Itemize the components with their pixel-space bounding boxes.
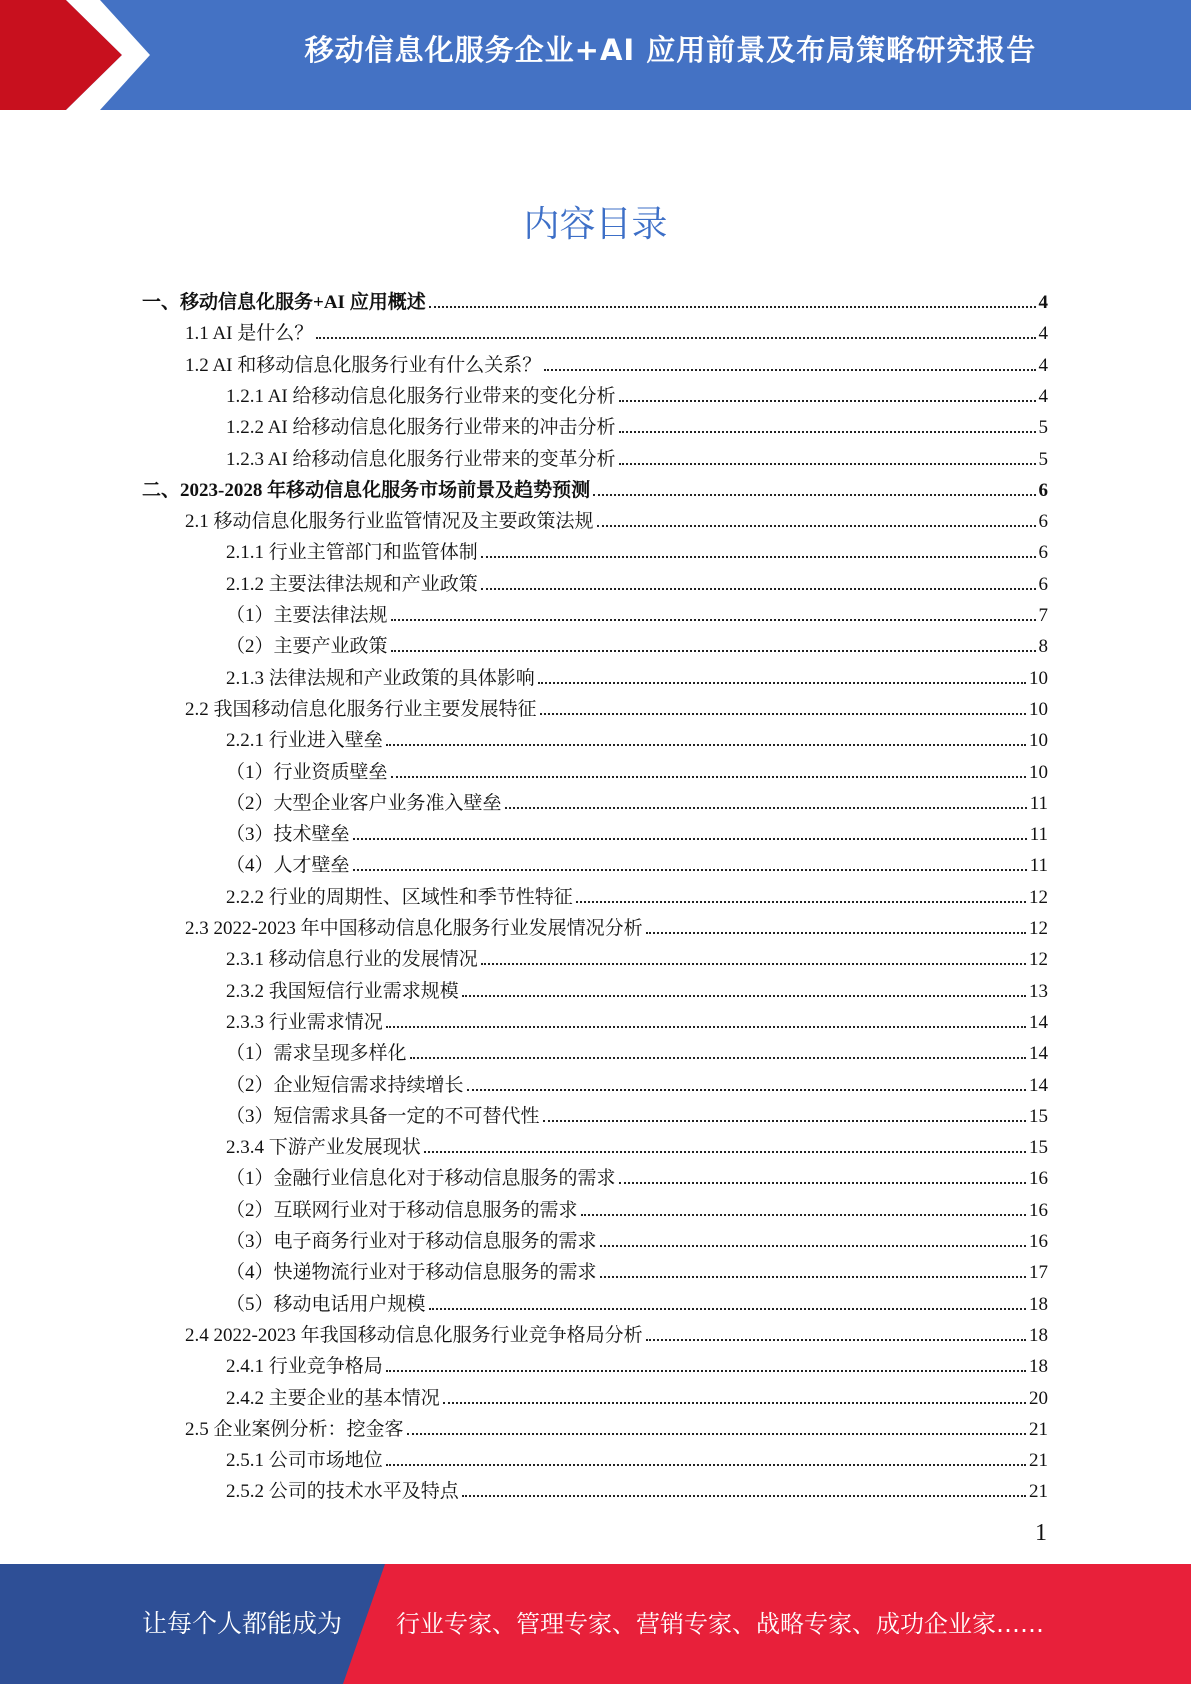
toc-dot-leader bbox=[597, 524, 1036, 527]
toc-entry[interactable] bbox=[0, 1411, 1048, 1441]
toc-entry-page: 8 bbox=[1038, 636, 1048, 658]
toc-entry-page: 18 bbox=[1029, 1324, 1048, 1346]
toc-entry[interactable] bbox=[0, 816, 1048, 846]
toc-dot-leader bbox=[619, 462, 1036, 465]
toc-entry-page: 14 bbox=[1029, 1011, 1048, 1033]
toc-entry-label: 1.2.2 AI 给移动信息化服务行业带来的冲击分析 bbox=[226, 417, 616, 439]
toc-dot-leader bbox=[429, 305, 1036, 308]
toc-entry[interactable] bbox=[0, 1223, 1048, 1253]
toc-entry-label: 2.1.1 行业主管部门和监管体制 bbox=[226, 542, 478, 564]
toc-entry-page: 12 bbox=[1029, 949, 1048, 971]
toc-entry[interactable] bbox=[0, 1254, 1048, 1284]
toc-entry-label: （3）技术壁垒 bbox=[226, 824, 350, 846]
toc-entry[interactable] bbox=[0, 534, 1048, 564]
toc-dot-leader bbox=[353, 868, 1027, 871]
toc-entry-label: （2）大型企业客户业务准入壁垒 bbox=[226, 792, 502, 814]
toc-entry-label: 2.3.4 下游产业发展现状 bbox=[226, 1137, 421, 1159]
toc-entry-label: （4）人才壁垒 bbox=[226, 855, 350, 877]
toc-entry-label: 2.2.2 行业的周期性、区域性和季节性特征 bbox=[226, 886, 573, 908]
toc-entry-page: 16 bbox=[1029, 1231, 1048, 1252]
toc-entry-page: 12 bbox=[1029, 918, 1048, 939]
toc-entry[interactable] bbox=[0, 691, 1048, 721]
toc-dot-leader bbox=[481, 962, 1026, 965]
toc-dot-leader bbox=[391, 649, 1036, 652]
toc-entry-label: 2.2.1 行业进入壁垒 bbox=[226, 730, 383, 752]
toc-entry-page: 18 bbox=[1029, 1356, 1048, 1378]
toc-dot-leader bbox=[540, 712, 1026, 715]
toc-entry-label: （3）电子商务行业对于移动信息服务的需求 bbox=[226, 1231, 597, 1252]
toc-entry-page: 5 bbox=[1038, 417, 1048, 439]
toc-entry-label: （2）企业短信需求持续增长 bbox=[226, 1074, 464, 1096]
toc-entry[interactable] bbox=[0, 1192, 1048, 1222]
toc-entry-label: 2.1.2 主要法律法规和产业政策 bbox=[226, 573, 478, 595]
toc-entry-page: 11 bbox=[1029, 855, 1048, 877]
toc-entry-page: 18 bbox=[1029, 1293, 1048, 1315]
header-banner bbox=[0, 0, 1191, 110]
toc-entry-page: 12 bbox=[1029, 886, 1048, 908]
toc-entry[interactable] bbox=[0, 1348, 1048, 1378]
toc-entry-label: 2.5.1 公司市场地位 bbox=[226, 1450, 383, 1472]
toc-entry-page: 10 bbox=[1029, 698, 1048, 720]
toc-entry-page: 4 bbox=[1038, 354, 1048, 376]
toc-entry-label: （1）需求呈现多样化 bbox=[226, 1043, 407, 1065]
toc-entry-label: 2.5 企业案例分析：挖金客 bbox=[185, 1418, 404, 1440]
toc-entry-label: 1.2.1 AI 给移动信息化服务行业带来的变化分析 bbox=[226, 385, 616, 407]
toc-entry[interactable] bbox=[0, 847, 1048, 877]
toc-entry-label: 2.3.1 移动信息行业的发展情况 bbox=[226, 949, 478, 971]
toc-entry-label: （3）短信需求具备一定的不可替代性 bbox=[226, 1105, 540, 1127]
toc-entry-page: 16 bbox=[1029, 1168, 1048, 1190]
toc-dot-leader bbox=[443, 1401, 1026, 1404]
toc-dot-leader bbox=[407, 1432, 1026, 1435]
toc-entry-label: 一、移动信息化服务+AI 应用概述 bbox=[142, 292, 426, 313]
toc-entry[interactable] bbox=[0, 315, 1048, 345]
toc-entry-page: 6 bbox=[1038, 573, 1048, 595]
toc-dot-leader bbox=[600, 1275, 1026, 1278]
toc-dot-leader bbox=[462, 994, 1026, 997]
toc-entry-page: 16 bbox=[1029, 1199, 1048, 1221]
toc-entry[interactable] bbox=[0, 1473, 1048, 1503]
toc-entry-label: （1）行业资质壁垒 bbox=[226, 761, 388, 783]
toc-entry-page: 10 bbox=[1029, 667, 1048, 689]
toc-entry-page: 20 bbox=[1029, 1387, 1048, 1409]
toc-dot-leader bbox=[429, 1307, 1026, 1310]
toc-entry-label: 2.4.2 主要企业的基本情况 bbox=[226, 1387, 440, 1409]
toc-entry[interactable] bbox=[0, 941, 1048, 971]
toc-entry-label: 2.4 2022-2023 年我国移动信息化服务行业竞争格局分析 bbox=[185, 1324, 643, 1346]
toc-dot-leader bbox=[353, 837, 1027, 840]
toc-dot-leader bbox=[410, 1056, 1026, 1059]
toc-entry-page: 11 bbox=[1029, 792, 1048, 814]
toc-dot-leader bbox=[619, 399, 1036, 402]
toc-entry-page: 21 bbox=[1029, 1481, 1048, 1503]
toc-dot-leader bbox=[391, 618, 1036, 621]
toc-entry[interactable] bbox=[0, 722, 1048, 752]
toc-entry[interactable] bbox=[0, 1380, 1048, 1410]
toc-entry-page: 14 bbox=[1029, 1074, 1048, 1096]
toc-entry[interactable] bbox=[0, 754, 1048, 784]
toc-entry-label: 2.1.3 法律法规和产业政策的具体影响 bbox=[226, 667, 535, 689]
toc-heading: 内容目录 bbox=[523, 204, 668, 245]
toc-entry-label: 2.4.1 行业竞争格局 bbox=[226, 1356, 383, 1378]
toc-entry[interactable] bbox=[0, 628, 1048, 658]
toc-entry[interactable] bbox=[0, 1160, 1048, 1190]
toc-entry[interactable] bbox=[0, 785, 1048, 815]
toc-dot-leader bbox=[386, 1463, 1026, 1466]
toc-entry[interactable] bbox=[0, 910, 1048, 940]
toc-dot-leader bbox=[600, 1244, 1026, 1247]
toc-entry-label: 2.3 2022-2023 年中国移动信息化服务行业发展情况分析 bbox=[185, 918, 643, 939]
footer-slogan-right: 行业专家、管理专家、营销专家、战略专家、成功企业家…… bbox=[396, 1610, 1044, 1638]
toc-dot-leader bbox=[386, 1369, 1026, 1372]
toc-entry-page: 4 bbox=[1038, 292, 1048, 313]
toc-dot-leader bbox=[619, 1181, 1026, 1184]
toc-entry[interactable] bbox=[0, 1317, 1048, 1347]
toc-entry-page: 14 bbox=[1029, 1043, 1048, 1065]
toc-entry-label: （5）移动电话用户规模 bbox=[226, 1293, 426, 1315]
toc-dot-leader bbox=[646, 931, 1026, 934]
toc-dot-leader bbox=[391, 775, 1026, 778]
toc-entry-label: 2.3.2 我国短信行业需求规模 bbox=[226, 980, 459, 1002]
toc-entry-page: 21 bbox=[1029, 1418, 1048, 1440]
toc-entry-page: 4 bbox=[1038, 385, 1048, 407]
toc-dot-leader bbox=[543, 1119, 1026, 1122]
toc-entry-page: 17 bbox=[1029, 1262, 1048, 1284]
toc-entry[interactable] bbox=[0, 1098, 1048, 1128]
toc-entry[interactable] bbox=[0, 1035, 1048, 1065]
toc-dot-leader bbox=[481, 555, 1036, 558]
toc-entry-label: （4）快递物流行业对于移动信息服务的需求 bbox=[226, 1262, 597, 1284]
toc-entry-page: 5 bbox=[1038, 448, 1048, 470]
toc-dot-leader bbox=[386, 1025, 1026, 1028]
toc-entry-label: 1.2 AI 和移动信息化服务行业有什么关系？ bbox=[185, 354, 542, 376]
toc-entry-label: （1）金融行业信息化对于移动信息服务的需求 bbox=[226, 1168, 616, 1190]
toc-entry[interactable] bbox=[0, 1129, 1048, 1159]
toc-entry-page: 10 bbox=[1029, 730, 1048, 752]
toc-dot-leader bbox=[462, 1494, 1026, 1497]
toc-entry[interactable] bbox=[0, 879, 1048, 909]
toc-entry-page: 7 bbox=[1038, 605, 1048, 626]
toc-entry[interactable] bbox=[0, 409, 1048, 439]
toc-dot-leader bbox=[593, 493, 1035, 496]
toc-dot-leader bbox=[581, 1213, 1026, 1216]
toc-entry[interactable] bbox=[0, 566, 1048, 596]
toc-entry-label: 二、2023-2028 年移动信息化服务市场前景及趋势预测 bbox=[142, 479, 591, 501]
toc-entry[interactable] bbox=[0, 284, 1048, 314]
toc-dot-leader bbox=[481, 587, 1036, 590]
toc-dot-leader bbox=[424, 1150, 1026, 1153]
toc-dot-leader bbox=[619, 430, 1036, 433]
toc-dot-leader bbox=[538, 681, 1026, 684]
toc-entry-page: 15 bbox=[1029, 1105, 1048, 1127]
footer-slogan-left: 让每个人都能成为 bbox=[142, 1609, 343, 1638]
toc-entry-label: 2.1 移动信息化服务行业监管情况及主要政策法规 bbox=[185, 511, 594, 533]
toc-dot-leader bbox=[544, 368, 1035, 371]
toc-entry-page: 6 bbox=[1038, 479, 1048, 501]
toc-entry[interactable] bbox=[0, 378, 1048, 408]
toc-entry[interactable] bbox=[0, 441, 1048, 471]
toc-entry-label: 1.1 AI 是什么？ bbox=[185, 323, 314, 345]
toc-dot-leader bbox=[505, 806, 1027, 809]
toc-entry[interactable] bbox=[0, 660, 1048, 690]
toc-entry-page: 13 bbox=[1029, 980, 1048, 1002]
toc-entry-label: 2.3.3 行业需求情况 bbox=[226, 1011, 383, 1033]
toc-entry[interactable] bbox=[0, 973, 1048, 1003]
toc-entry-label: （1）主要法律法规 bbox=[226, 605, 388, 626]
toc-dot-leader bbox=[467, 1088, 1026, 1091]
toc-entry-page: 6 bbox=[1038, 542, 1048, 564]
toc-dot-leader bbox=[316, 336, 1035, 339]
toc-entry-page: 11 bbox=[1029, 824, 1048, 846]
report-title: 移动信息化服务企业+AI 应用前景及布局策略研究报告 bbox=[304, 33, 1037, 67]
toc-entry-page: 10 bbox=[1029, 761, 1048, 783]
toc-entry[interactable] bbox=[0, 1442, 1048, 1472]
toc-entry-page: 21 bbox=[1029, 1450, 1048, 1472]
toc-entry[interactable] bbox=[0, 1286, 1048, 1316]
toc-dot-leader bbox=[646, 1338, 1026, 1341]
toc-entry-page: 15 bbox=[1029, 1137, 1048, 1159]
toc-entry[interactable] bbox=[0, 1067, 1048, 1097]
page-number: 1 bbox=[1035, 1520, 1047, 1546]
toc-entry-label: （2）主要产业政策 bbox=[226, 636, 388, 658]
toc-entry[interactable] bbox=[0, 1004, 1048, 1034]
toc-entry[interactable] bbox=[0, 503, 1048, 533]
toc-entry[interactable] bbox=[0, 597, 1048, 627]
toc-entry[interactable] bbox=[0, 472, 1048, 502]
toc-entry-page: 4 bbox=[1038, 323, 1048, 345]
toc-entry-label: 2.2 我国移动信息化服务行业主要发展特征 bbox=[185, 698, 537, 720]
toc-entry[interactable] bbox=[0, 347, 1048, 377]
toc-dot-leader bbox=[576, 900, 1026, 903]
toc-entry-label: 1.2.3 AI 给移动信息化服务行业带来的变革分析 bbox=[226, 448, 616, 470]
toc-dot-leader bbox=[386, 743, 1026, 746]
toc-entry-page: 6 bbox=[1038, 511, 1048, 533]
toc-entry-label: （2）互联网行业对于移动信息服务的需求 bbox=[226, 1199, 578, 1221]
toc-entry-label: 2.5.2 公司的技术水平及特点 bbox=[226, 1481, 459, 1503]
footer-banner bbox=[0, 1564, 1191, 1684]
